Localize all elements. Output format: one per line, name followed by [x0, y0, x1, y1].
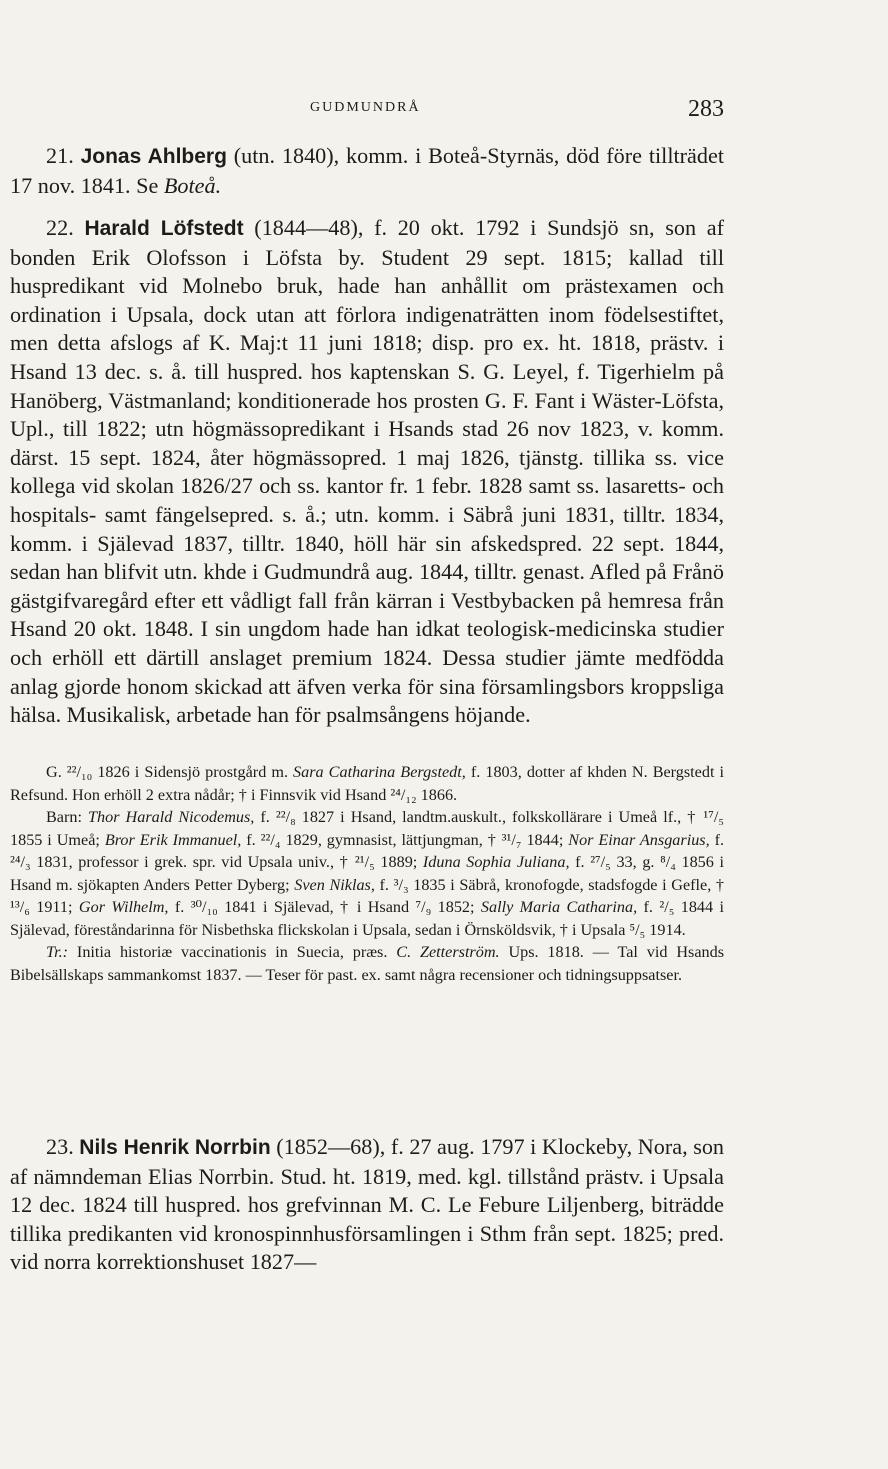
entry-number: 21. — [46, 143, 74, 168]
text-segment: f. ²⁷/₅ 33, g. ⁸/₄ 1856 i Hsand m. sjökapten Anders Petter Dyberg; — [10, 853, 724, 894]
text-segment: f. ³/₃ 1835 i Säbrå, kronofogde, stadsfogde i Gefle, † ¹³/₆ 1911; — [10, 875, 724, 916]
writings-note — [10, 941, 724, 986]
italic-segment: C. Zetterström. — [396, 943, 500, 961]
italic-segment: Iduna Sophia Juliana, — [422, 853, 570, 871]
italic-segment: Gor Wilhelm, — [78, 898, 169, 916]
entry-22 — [10, 214, 724, 730]
entry-name: Harald Löfstedt — [84, 217, 244, 240]
italic-segment: Sally Maria Catharina, — [480, 898, 638, 916]
italic-segment: Nor Einar Ansgarius, — [568, 830, 710, 849]
entry-22-notes — [10, 761, 724, 986]
entry-number: 23. — [46, 1134, 74, 1159]
entry-number: 22. — [46, 215, 74, 240]
entry-name: Jonas Ahlberg — [80, 145, 227, 168]
text-segment: G. ²²/₁₀ 1826 i Sidensjö prostgård m. — [46, 763, 294, 781]
running-head: GUDMUNDRÅ — [310, 100, 421, 115]
text-segment: Initia historiæ vaccinationis in Suecia, præs. — [68, 943, 397, 961]
entry-21 — [10, 142, 724, 200]
marriage-note — [10, 761, 724, 806]
italic-segment: Thor Harald Nicodemus, — [88, 808, 255, 826]
text-segment: f. ²/₅ 1844 i Själevad, föreståndarinna för Nisbethska flickskolan i Upsala, sedan i Örnsköldsvik, † i Upsala ⁵/₅ 1914. — [10, 898, 724, 939]
text-segment: f. ³⁰/₁₀ 1841 i Själevad, † i Hsand ⁷/₉ 1852; — [168, 898, 481, 916]
entry-cross-reference: Boteå. — [163, 172, 222, 198]
entry-text: (1852—68), f. 27 aug. 1797 i Klockeby, Nora, son af nämndeman Elias Norrbin. Stud. ht. 1819, med. kgl. tillstånd prästv. i Upsala 12 dec. 1824 till huspred. hos grefvinnan M. C. Le Febure Liljenberg, biträdde tillika predikanten vid kronospinnhusförsamlingen i Sthm från sept. 1825; pred. vid norra korrektionshuset 1827— — [10, 1134, 725, 1275]
italic-segment: Bror Erik Immanuel, — [104, 830, 242, 849]
page-header — [10, 96, 724, 126]
entry-name: Nils Henrik Norrbin — [79, 1136, 271, 1159]
italic-segment: Tr.: — [46, 943, 69, 961]
italic-segment: Sara Catharina Bergstedt, — [293, 763, 466, 781]
entry-text: (1844—48), f. 20 okt. 1792 i Sundsjö sn, son af bonden Erik Olofsson i Löfsta by. Student 29 sept. 1815; kallad till huspredikant vid Molnebo bruk, hade han anhållit om prästexamen och ordination i Upsala, dock utan att förlora indigenaträtten inom födelsestiftet, men detta afslogs af K. Maj:t 11 juni 1818; disp. pro ex. ht. 1818, prästv. i Hsand 13 dec. s. å. till huspred. hos kaptenskan S. G. Leyel, f. Tigerhielm på Hanöberg, Västmanland; konditionerade hos prosten G. F. Fant i Wäster-Löfsta, Upl., till 1822; utn högmässopredikant i Hsands stad 26 nov 1823, v. komm. därst. 15 sept. 1824, åter högmässopred. 1 maj 1826, tjänstg. tillika ss. vice kollega vid skolan 1826/27 och ss. kantor fr. 1 febr. 1828 samt ss. lasaretts- och hospitals- samt fängelsepred. s. å.; utn. komm. i Säbrå juni 1831, tilltr. 1834, komm. i Själevad 1837, tilltr. 1840, höll här sin afskedspred. 22 sept. 1844, sedan han blifvit utn. khde i Gudmundrå aug. 1844, tilltr. genast. Afled på Frånö gästgifvaregård efter ett vådligt fall från kärran i Vestbybacken på hemresa från Hsand 20 okt. 1848. I sin ungdom hade han idkat teologisk-medicinska studier och erhöll ett därtill anslaget premium 1824. Dessa studier jämte medfödda anlag gjorde honom skickad att äfven verka för sina församlingsbors kroppsliga hälsa. Musikalisk, arbetade han för psalmsångens höjande. — [10, 215, 725, 728]
children-note — [10, 806, 724, 941]
text-segment: Barn: — [46, 808, 89, 826]
page-number: 283 — [688, 96, 724, 122]
text-segment: f. ²²/₄ 1829, gymnasist, lättjungman, † ³¹/₇ 1844; — [241, 830, 569, 849]
text-segment: f. ²⁴/₃ 1831, professor i grek. spr. vid Upsala univ., † ²¹/₅ 1889; — [10, 830, 725, 871]
entry-text: (utn. 1840), komm. i Boteå-Styrnäs, död före tillträdet 17 nov. 1841. Se — [10, 143, 724, 198]
text-segment: f. ²²/₈ 1827 i Hsand, landtm.auskult., folkskollärare i Umeå lf., † ¹⁷/₅ 1855 i Umeå; — [10, 808, 724, 849]
text-segment: Ups. 1818. — Tal vid Hsands Bibelsällskaps sammankomst 1837. — Teser för past. ex. samt några recensioner och tidningsuppsatser. — [10, 943, 724, 984]
italic-segment: Sven Niklas, — [294, 875, 375, 894]
entry-23 — [10, 1133, 724, 1277]
text-segment: f. 1803, dotter af khden N. Bergstedt i Refsund. Hon erhöll 2 extra nådår; † i Finnsvik vid Hsand ²⁴/₁₂ 1866. — [10, 763, 724, 804]
